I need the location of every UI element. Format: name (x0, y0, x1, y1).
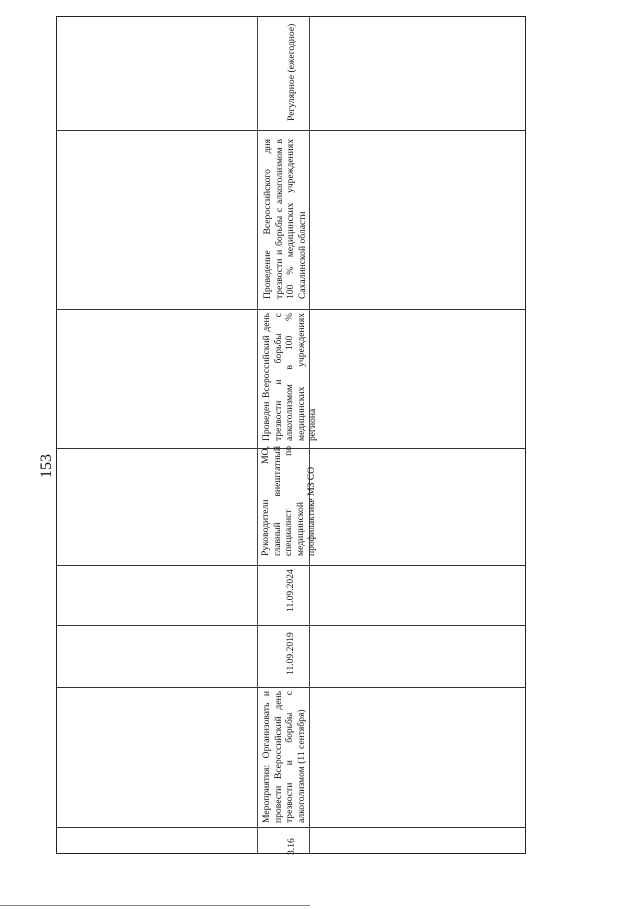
end-date-text: 11.09.2024 (285, 569, 296, 612)
row-divider (57, 827, 525, 828)
page-number-text: 153 (38, 454, 55, 478)
row-number-text: 3.16 (286, 838, 297, 855)
column-divider (257, 17, 258, 853)
periodicity-text: Регулярное (ежегодное) (286, 23, 297, 121)
scan-edge-line (0, 905, 310, 906)
row-divider (57, 309, 525, 310)
measure-text: Мероприятия: Организовать и провести Всероссийский день трезвости и борьбы с алкоголизмом (11 сентября) (261, 691, 307, 823)
plan-table (56, 16, 526, 854)
start-date-text: 11.09.2019 (285, 632, 296, 675)
responsible-text: Руководители МО, главный внештатный специалист по медицинской профилактике МЗ СО (260, 446, 317, 556)
planned-result-text: Проведение Всероссийского дня трезвости и борьбы с алкоголизмом в 100 % медицинских учреждениях Сахалинской области (262, 139, 308, 299)
row-divider (57, 687, 525, 688)
row-divider (57, 130, 525, 131)
page-number (38, 448, 56, 484)
result-achieved-text: Проведен Всероссийский день трезвости и борьбы с алкоголизмом в 100 % медицинских учреждениях региона (261, 313, 318, 441)
